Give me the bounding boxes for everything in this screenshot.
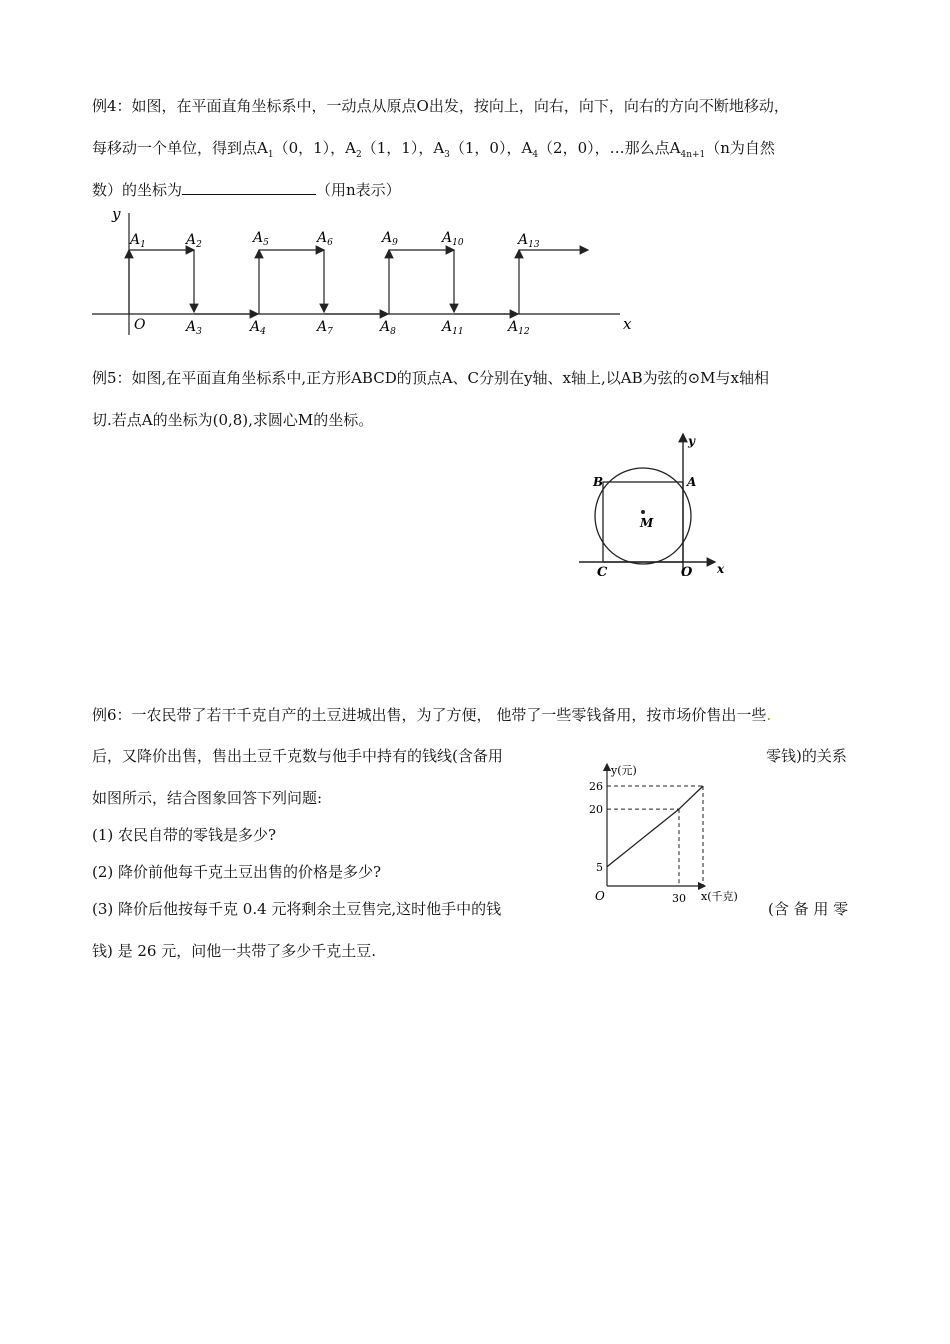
ytick-label-5: 5 xyxy=(596,860,603,874)
ex5-line2: 切.若点A的坐标为(0,8),求圆心M的坐标。 xyxy=(92,411,374,429)
ex5-figure xyxy=(575,430,735,580)
label-a9: $A_9$ xyxy=(382,230,398,248)
center-m-dot xyxy=(641,510,645,514)
ex6-ylabel: y(元) xyxy=(611,764,637,777)
label-a5: $A_5$ xyxy=(253,230,269,248)
point-o-label: O xyxy=(681,565,693,580)
ex4-origin-label: O xyxy=(134,317,146,333)
decorative-dot: . xyxy=(766,706,772,724)
ex6-xlabel: x(千克) xyxy=(701,890,738,903)
ex6-chart xyxy=(585,760,755,910)
label-a13: $A_{13}$ xyxy=(518,232,540,250)
ex5-line1: 例5：如图,在平面直角坐标系中,正方形ABCD的顶点A、C分别在y轴、x轴上,以AB为弦的⊙M与x轴相 xyxy=(92,369,769,387)
ex4-x-label: x xyxy=(623,315,632,333)
label-a6: $A_6$ xyxy=(317,230,333,248)
point-b-label: B xyxy=(593,475,604,489)
label-a1: $A_1$ xyxy=(130,232,146,250)
series-segment-2 xyxy=(679,786,703,809)
label-a8: $A_8$ xyxy=(380,319,396,337)
ex4-y-label: y xyxy=(112,205,121,223)
ex6-q3a: (3) 降价后他按每千克 0.4 元将剩余土豆售完,这时他手中的钱 xyxy=(92,900,502,918)
label-a11: $A_{11}$ xyxy=(442,319,464,337)
point-m-label: M xyxy=(640,516,654,530)
ex5-y-label: y xyxy=(688,434,695,448)
ex6-q3b: (含 备 用 零 xyxy=(768,900,849,918)
label-a4: $A_4$ xyxy=(250,319,266,337)
label-a2: $A_2$ xyxy=(186,232,202,250)
ex6-q2: (2) 降价前他每千克土豆出售的价格是多少? xyxy=(92,863,382,881)
ex4-line2: 每移动一个单位，得到点$A_1(0$，1），$A_2(1$，1），$A_3(1$，0），$A_4(2$，0），…那么点$A_{4n+1}(n$为自然 xyxy=(92,139,775,160)
ex6-line2a: 后，又降价出售，售出土豆千克数与他手中持有的钱线(含备用 xyxy=(92,747,503,765)
point-c-label: C xyxy=(597,565,608,580)
label-a3: $A_3$ xyxy=(186,319,202,337)
ex6-line1: 例6：一农民带了若干千克自产的土豆进城出售，为了方便， 他带了一些零钱备用，按市场价售出一些. xyxy=(92,706,772,724)
xtick-label-30: 30 xyxy=(672,892,686,905)
ex6-line2b: 零钱)的关系 xyxy=(766,747,847,765)
ex6-origin: O xyxy=(595,889,605,903)
point-a-label: A xyxy=(687,475,697,489)
ex4-figure xyxy=(88,205,648,345)
label-a10: $A_{10}$ xyxy=(442,230,464,248)
ex6-last-line: 钱) 是 26 元，问他一共带了多少千克土豆. xyxy=(92,942,377,960)
series-segment-1 xyxy=(607,809,679,867)
ex4-line3: 数）的坐标为 （用n表示） xyxy=(92,181,401,199)
ex5-x-label: x xyxy=(717,562,725,576)
ex6-q1: (1) 农民自带的零钱是多少? xyxy=(92,826,277,844)
ex6-line3: 如图所示，结合图象回答下列问题: xyxy=(92,789,323,807)
ytick-label-20: 20 xyxy=(589,803,603,817)
answer-blank[interactable] xyxy=(182,180,316,195)
label-a12: $A_{12}$ xyxy=(508,319,530,337)
label-a7: $A_7$ xyxy=(317,319,333,337)
ytick-label-26: 26 xyxy=(589,780,603,793)
ex4-line1: 例4：如图，在平面直角坐标系中，一动点从原点O出发，按向上，向右，向下，向右的方向不断地移动， xyxy=(92,97,789,115)
